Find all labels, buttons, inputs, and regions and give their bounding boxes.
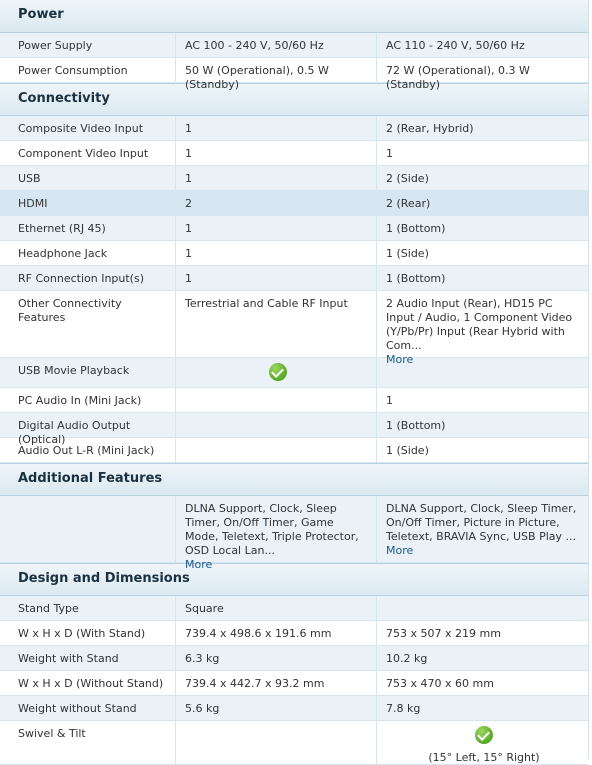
value-product-b: (15° Left, 15° Right)	[428, 751, 540, 764]
value-product-b-wrap	[376, 291, 588, 366]
value-product-b: 753 x 507 x 219 mm	[376, 621, 588, 645]
row-label: Power Consumption	[18, 64, 128, 77]
row-label: HDMI	[18, 197, 48, 210]
value-product-a	[175, 388, 376, 412]
table-row-weight-with-stand	[0, 646, 588, 671]
value-product-a	[175, 413, 376, 437]
section-header-power: Power	[0, 0, 588, 33]
table-row-usb	[0, 166, 588, 191]
row-label: Headphone Jack	[18, 247, 108, 260]
table-row-ethernet	[0, 216, 588, 241]
value-product-b: 2 (Rear, Hybrid)	[376, 116, 588, 140]
value-product-b: 1 (Side)	[376, 241, 588, 265]
table-row-power-supply	[0, 33, 588, 58]
table-row-hdmi	[0, 191, 588, 216]
value-product-a: 6.3 kg	[175, 646, 376, 670]
value-product-b: 1	[376, 388, 588, 412]
value-product-a: 1	[175, 141, 376, 165]
table-row-digital-audio-out	[0, 413, 588, 446]
row-label: Power Supply	[18, 39, 93, 52]
value-product-a	[175, 358, 376, 387]
value-product-a: 1	[175, 266, 376, 290]
table-row-dimensions-with-stand	[0, 621, 588, 646]
value-product-b: 2 (Side)	[376, 166, 588, 190]
row-label: USB Movie Playback	[18, 364, 130, 377]
row-label: PC Audio In (Mini Jack)	[18, 394, 142, 407]
table-row-power-consumption	[0, 58, 588, 91]
row-label: RF Connection Input(s)	[18, 272, 145, 285]
value-product-a: 1	[175, 116, 376, 140]
value-product-b: DLNA Support, Clock, Sleep Timer, On/Off Timer, Picture in Picture, Teletext, BRAVIA Sync, USB Play ...	[386, 502, 577, 543]
table-row-swivel-tilt	[0, 721, 588, 765]
value-product-b: 7.8 kg	[376, 696, 588, 720]
table-row-usb-movie-playback	[0, 358, 588, 388]
value-product-a: 50 W (Operational), 0.5 W (Standby)	[175, 58, 376, 82]
table-row-component-video	[0, 141, 588, 166]
table-row-additional-features	[0, 496, 588, 571]
value-product-b: 2 Audio Input (Rear), HD15 PC Input / Audio, 1 Component Video (Y/Pb/Pr) Input (Rear Hybrid with Com...	[386, 297, 573, 352]
row-label: Weight without Stand	[18, 702, 137, 715]
value-product-a: 739.4 x 442.7 x 93.2 mm	[175, 671, 376, 695]
value-product-b: 1 (Bottom)	[376, 266, 588, 290]
value-product-b: 2 (Rear)	[376, 191, 588, 215]
table-row-audio-out-lr	[0, 438, 588, 463]
value-product-a: 2	[175, 191, 376, 215]
value-product-a: 1	[175, 166, 376, 190]
row-label: Weight with Stand	[18, 652, 119, 665]
row-label: Swivel & Tilt	[18, 727, 86, 740]
value-product-b	[376, 596, 588, 620]
value-product-b	[376, 358, 588, 387]
value-product-a	[175, 438, 376, 462]
value-product-a-wrap	[175, 496, 376, 571]
more-link[interactable]: More	[185, 558, 213, 571]
more-link[interactable]: More	[386, 353, 414, 366]
value-product-a: 1	[175, 216, 376, 240]
value-product-a: DLNA Support, Clock, Sleep Timer, On/Off Timer, Game Mode, Teletext, Triple Protector, OSD Local Lan...	[185, 502, 359, 557]
table-row-pc-audio-in	[0, 388, 588, 413]
row-label: W x H x D (Without Stand)	[18, 677, 164, 690]
row-label: W x H x D (With Stand)	[18, 627, 146, 640]
value-product-a: Terrestrial and Cable RF Input	[175, 291, 376, 357]
value-product-b: 1	[376, 141, 588, 165]
row-label: Component Video Input	[18, 147, 149, 160]
value-product-b-wrap	[376, 496, 588, 562]
value-product-a: 5.6 kg	[175, 696, 376, 720]
table-row-other-connectivity	[0, 291, 588, 366]
row-label: Digital Audio Output (Optical)	[18, 419, 131, 446]
more-link[interactable]: More	[386, 544, 414, 557]
value-product-a: Square	[175, 596, 376, 620]
value-product-b-wrap	[376, 721, 588, 764]
value-product-a: 739.4 x 498.6 x 191.6 mm	[175, 621, 376, 645]
table-row-composite-video	[0, 116, 588, 141]
value-product-a	[175, 721, 376, 764]
value-product-b: 753 x 470 x 60 mm	[376, 671, 588, 695]
table-row-rf-input	[0, 266, 588, 291]
table-row-dimensions-without-stand	[0, 671, 588, 696]
value-product-b: 1 (Bottom)	[376, 216, 588, 240]
value-product-b: 72 W (Operational), 0.3 W (Standby)	[376, 58, 588, 82]
row-label: USB	[18, 172, 41, 185]
value-product-a: 1	[175, 241, 376, 265]
table-row-weight-without-stand	[0, 696, 588, 721]
section-header-design-dimensions: Design and Dimensions	[0, 563, 588, 596]
table-row-headphone-jack	[0, 241, 588, 266]
value-product-a: AC 100 - 240 V, 50/60 Hz	[175, 33, 376, 57]
row-label: Audio Out L-R (Mini Jack)	[18, 444, 155, 457]
value-product-b: 1 (Side)	[376, 438, 588, 462]
row-label: Stand Type	[18, 602, 79, 615]
row-label: Other Connectivity Features	[18, 297, 122, 324]
row-label: Ethernet (RJ 45)	[18, 222, 106, 235]
section-header-additional-features: Additional Features	[0, 463, 588, 496]
table-row-stand-type	[0, 596, 588, 621]
section-header-connectivity: Connectivity	[0, 83, 588, 116]
check-circle-icon	[475, 726, 493, 744]
value-product-b: 1 (Bottom)	[376, 413, 588, 437]
row-label: Composite Video Input	[18, 122, 144, 135]
value-product-b: 10.2 kg	[376, 646, 588, 670]
value-product-b: AC 110 - 240 V, 50/60 Hz	[376, 33, 588, 57]
check-circle-icon	[269, 363, 287, 381]
row-label	[0, 496, 175, 562]
